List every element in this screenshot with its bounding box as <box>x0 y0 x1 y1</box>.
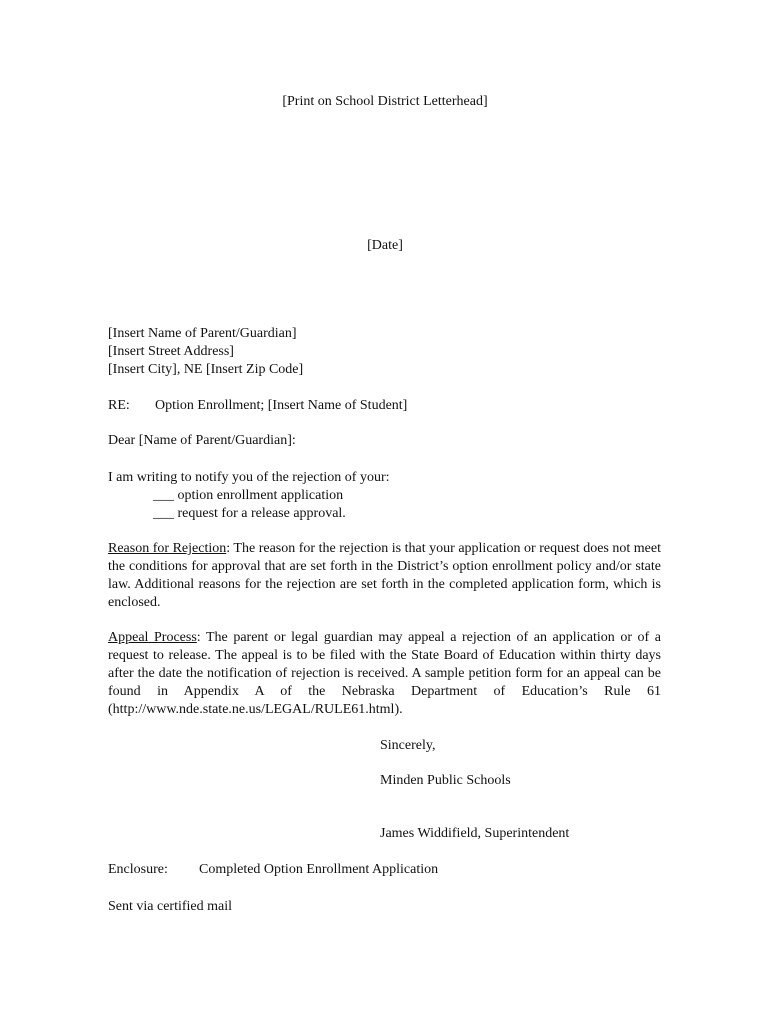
address-city: [Insert City], NE [Insert Zip Code] <box>108 362 304 377</box>
intro-text: I am writing to notify you of the rejection of your: <box>108 470 390 485</box>
enclosure-label: Enclosure: <box>108 862 168 877</box>
address-street: [Insert Street Address] <box>108 344 234 359</box>
option-enrollment-checkline: ___ option enrollment application <box>153 488 344 503</box>
letterhead-placeholder: [Print on School District Letterhead] <box>282 94 488 109</box>
date-placeholder: [Date] <box>367 238 403 253</box>
appeal-paragraph <box>108 629 661 719</box>
closing-organization: Minden Public Schools <box>380 773 511 788</box>
re-label: RE: <box>108 398 130 413</box>
reason-paragraph <box>108 540 661 612</box>
salutation: Dear [Name of Parent/Guardian]: <box>108 433 296 448</box>
closing-sincerely: Sincerely, <box>380 738 436 753</box>
reason-text: : The reason for the rejection is that your application or request does not meet the conditions for approval that are set forth in the District’s option enrollment policy and/or state law. Additional reasons for the rejection are set forth in the completed application form, which is enclosed. <box>108 541 662 610</box>
delivery-note: Sent via certified mail <box>108 899 233 914</box>
appeal-text: : The parent or legal guardian may appeal a rejection of an application or of a request to release. The appeal is to be filed with the State Board of Education within thirty days after the date the notification of rejection is received. A sample petition form for an appeal can be found in Appendix A of the Nebraska Department of Education’s Rule 61 (http://www.nde.state.ne.us/LEGAL/RULE61.html). <box>108 630 662 717</box>
release-approval-checkline: ___ request for a release approval. <box>153 506 346 521</box>
re-text: Option Enrollment; [Insert Name of Student] <box>155 398 408 413</box>
address-name: [Insert Name of Parent/Guardian] <box>108 326 297 341</box>
enclosure-text: Completed Option Enrollment Application <box>199 862 439 877</box>
appeal-heading: Appeal Process <box>108 630 197 645</box>
closing-signer: James Widdifield, Superintendent <box>380 826 570 841</box>
reason-heading: Reason for Rejection <box>108 541 227 556</box>
